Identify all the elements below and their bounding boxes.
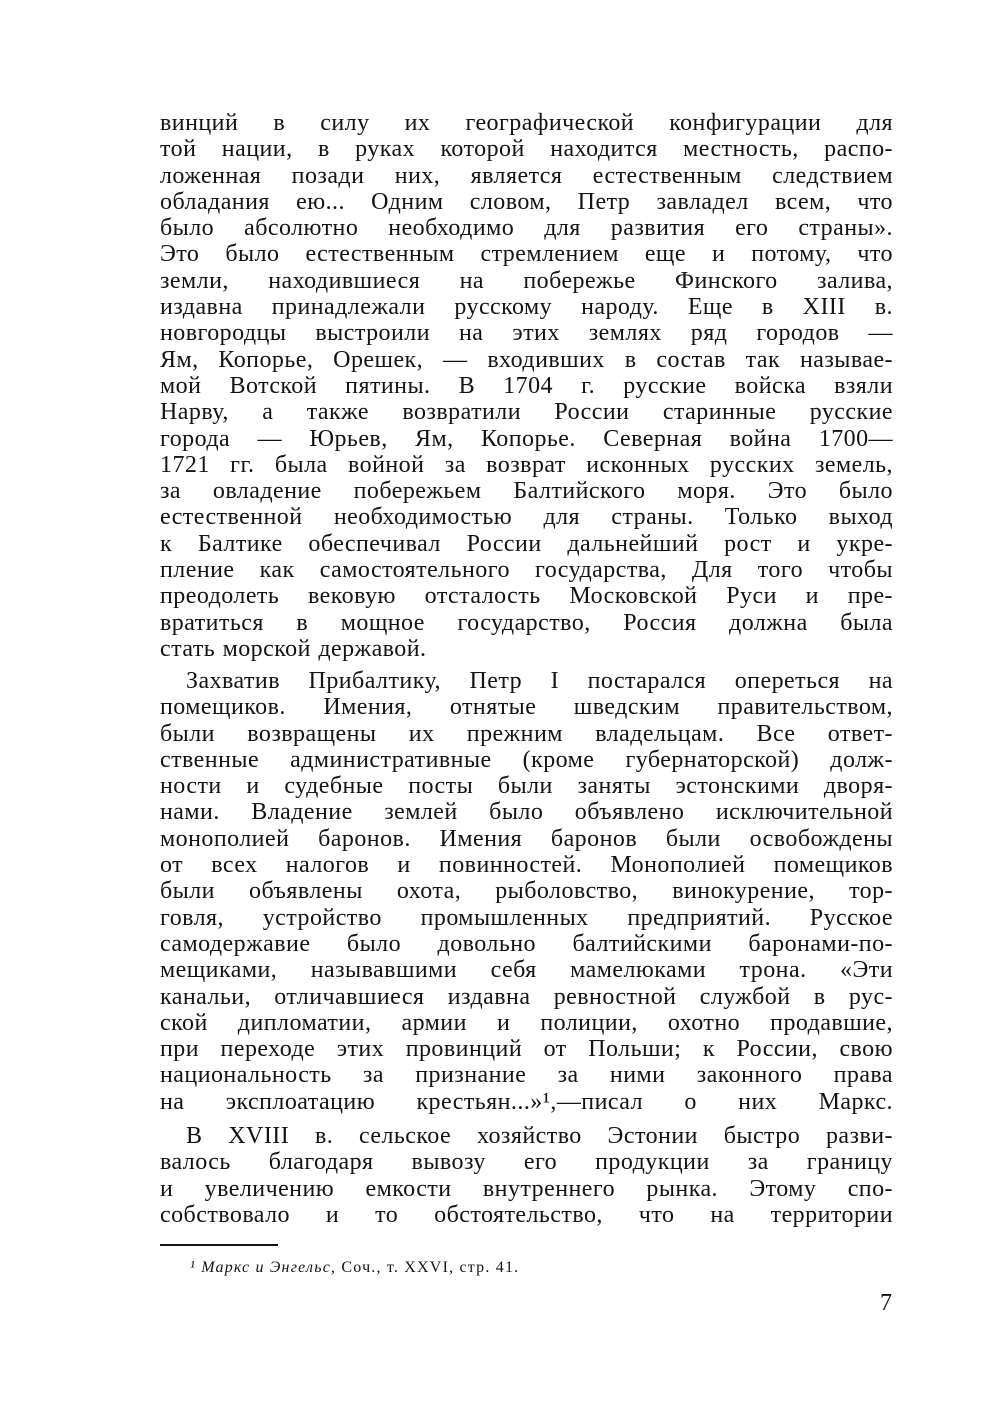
- text-line: при переходе этих провинций от Польши; к России, свою: [160, 1036, 893, 1063]
- text-line: пление как самостоятельного государства, Для того чтобы: [160, 557, 893, 584]
- text-line: города — Юрьев, Ям, Копорье. Северная война 1700—: [160, 425, 893, 452]
- text-line: преодолеть вековую отсталость Московской Руси и пре-: [160, 583, 893, 610]
- footnote-marker: ¹: [190, 1259, 196, 1276]
- footnote-divider: [160, 1244, 278, 1246]
- text-line: земли, находившиеся на побережье Финского залива,: [160, 267, 893, 294]
- paragraph-3: [160, 1123, 893, 1228]
- text-line: канальи, отличавшиеся издавна ревностной службой в рус-: [160, 983, 893, 1010]
- text-line: ности и судебные посты были заняты эстонскими дворя-: [160, 773, 893, 800]
- text-line: той нации, в руках которой находится местность, распо-: [160, 136, 893, 163]
- text-line: В XVIII в. сельское хозяйство Эстонии быстро разви-: [186, 1123, 893, 1149]
- text-line: мой Вотской пятины. В 1704 г. русские войска взяли: [160, 372, 893, 399]
- text-line: винций в силу их географической конфигурации для: [160, 110, 893, 136]
- text-line: самодержавие было довольно балтийскими баронами-по-: [160, 930, 893, 957]
- text-line: стать морской державой.: [160, 635, 427, 662]
- text-line: естественной необходимостью для страны. Только выход: [160, 504, 893, 531]
- text-line: монополией баронов. Имения баронов были освобождены: [160, 825, 893, 852]
- text-line: за овладение побережьем Балтийского моря. Это было: [160, 478, 893, 505]
- text-line: Ям, Копорье, Орешек, — входивших в состав так называе-: [160, 346, 893, 373]
- text-line: к Балтике обеспечивал России дальнейший рост и укре-: [160, 530, 893, 557]
- text-line: ложенная позади них, является естественным следствием: [160, 162, 893, 189]
- text-line: ственные административные (кроме губернаторской) долж-: [160, 746, 893, 773]
- text-line: национальность за признание за ними законного права: [160, 1062, 893, 1089]
- text-line: новгородцы выстроили на этих землях ряд городов —: [160, 320, 893, 347]
- text-line: Захватив Прибалтику, Петр I постарался опереться на: [186, 668, 893, 694]
- paragraph-2: [160, 668, 893, 1115]
- footnote-citation: Соч., т. XXVI, стр. 41.: [341, 1259, 520, 1276]
- text-line: обладания ею... Одним словом, Петр завладел всем, что: [160, 188, 893, 215]
- text-line: было абсолютно необходимо для развития его страны».: [160, 215, 893, 242]
- text-line: помещиков. Имения, отнятые шведским правительством,: [160, 694, 893, 721]
- text-line: валось благодаря вывозу его продукции за границу: [160, 1149, 893, 1176]
- text-line: говля, устройство промышленных предприятий. Русское: [160, 904, 893, 931]
- footnote: [190, 1259, 519, 1277]
- text-line: Нарву, а также возвратили России старинные русские: [160, 399, 893, 426]
- text-line: собствовало и то обстоятельство, что на территории: [160, 1201, 893, 1228]
- text-line: были объявлены охота, рыболовство, винокурение, тор-: [160, 878, 893, 905]
- text-line: на эксплоатацию крестьян...»¹,—писал о них Маркс.: [160, 1088, 893, 1115]
- text-line: ской дипломатии, армии и полиции, охотно продавшие,: [160, 1009, 893, 1036]
- text-line: и увеличению емкости внутреннего рынка. Этому спо-: [160, 1175, 893, 1202]
- text-line: 1721 гг. была войной за возврат исконных русских земель,: [160, 451, 893, 478]
- text-line: вратиться в мощное государство, Россия должна была: [160, 609, 893, 636]
- text-line: мещиками, называвшими себя мамелюками трона. «Эти: [160, 957, 893, 984]
- paragraph-1: [160, 110, 893, 662]
- text-line: от всех налогов и повинностей. Монополией помещиков: [160, 852, 893, 879]
- text-line: издавна принадлежали русскому народу. Еще в XIII в.: [160, 294, 893, 321]
- text-line: были возвращены их прежним владельцам. Все ответ-: [160, 720, 893, 747]
- page-number: 7: [880, 1290, 892, 1316]
- text-line: нами. Владение землей было объявлено исключительной: [160, 799, 893, 826]
- text-line: Это было естественным стремлением еще и потому, что: [160, 241, 893, 268]
- footnote-authors: Маркс и Энгельс,: [201, 1259, 337, 1276]
